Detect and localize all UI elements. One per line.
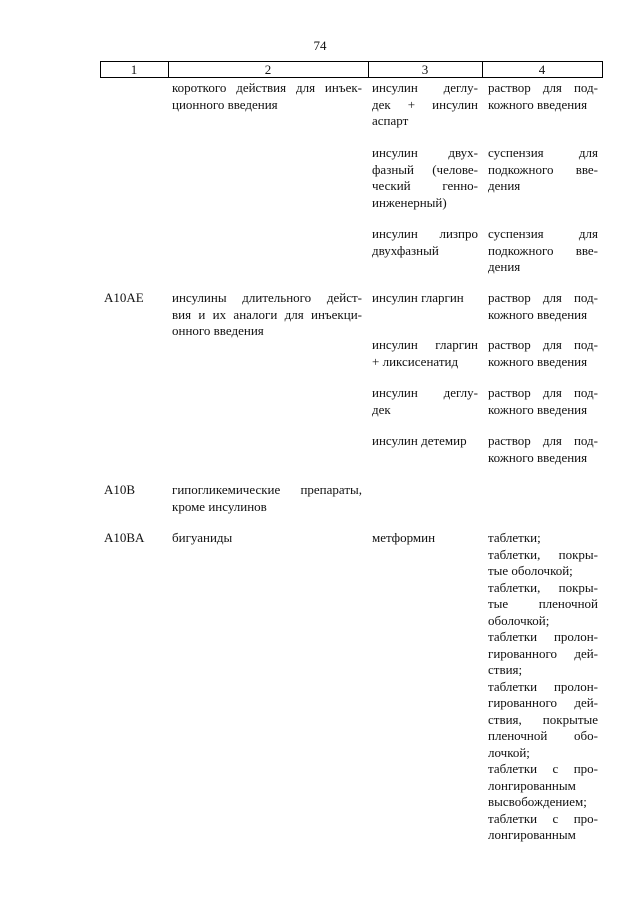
drug-name: инсулин гларгин + ликсисенатид [372,337,478,369]
header-col-2: 2 [264,62,272,77]
atc-group-name: короткого действия для инъек- ционного введения [172,80,362,112]
dosage-form: раствор для под- кожного введения [488,337,598,369]
atc-group-name: инсулины длительного дейст- вия и их аналоги для инъекци- онного введения [172,290,362,338]
atc-code: A10B [104,482,136,497]
page-number: 74 [313,38,327,53]
header-col-4: 4 [538,62,546,77]
atc-group-name: гипогликемические препараты, кроме инсулинов [172,482,362,514]
drug-name: инсулин лизпро двухфазный [372,226,478,258]
atc-code: A10AE [104,290,144,305]
dosage-form: раствор для под- кожного введения [488,80,598,112]
dosage-form: раствор для под- кожного введения [488,385,598,417]
atc-code: A10BA [104,530,145,545]
header-col-3: 3 [421,62,429,77]
dosage-form: раствор для под- кожного введения [488,290,598,322]
header-divider [602,61,603,77]
dosage-form: раствор для под- кожного введения [488,433,598,465]
header-col-1: 1 [130,62,138,77]
drug-name: инсулин деглу- дек [372,385,478,417]
drug-name: инсулин деглу- дек + инсулин аспарт [372,80,478,128]
drug-name: инсулин двух- фазный (челове- ческий генно- инженерный) [372,145,478,210]
header-rule-bottom [100,77,603,78]
drug-name: инсулин детемир [372,433,467,448]
drug-name: метформин [372,530,436,545]
atc-group-name: бигуаниды [172,530,233,545]
drug-name: инсулин гларгин [372,290,464,305]
dosage-form: таблетки; таблетки, покры- тые оболочкой; таблетки, покры- тые пленочной оболочкой; таблетки пролон- гированного дей- ствия; таблетки пролон- гированного дей- ствия, покрытые пленочной обо- лочкой; таблетки с про- лонгированным высвобождением; таблетки с про- лонгированным [488,530,598,842]
dosage-form: суспензия для подкожного вве- дения [488,145,598,193]
dosage-form: суспензия для подкожного вве- дения [488,226,598,274]
